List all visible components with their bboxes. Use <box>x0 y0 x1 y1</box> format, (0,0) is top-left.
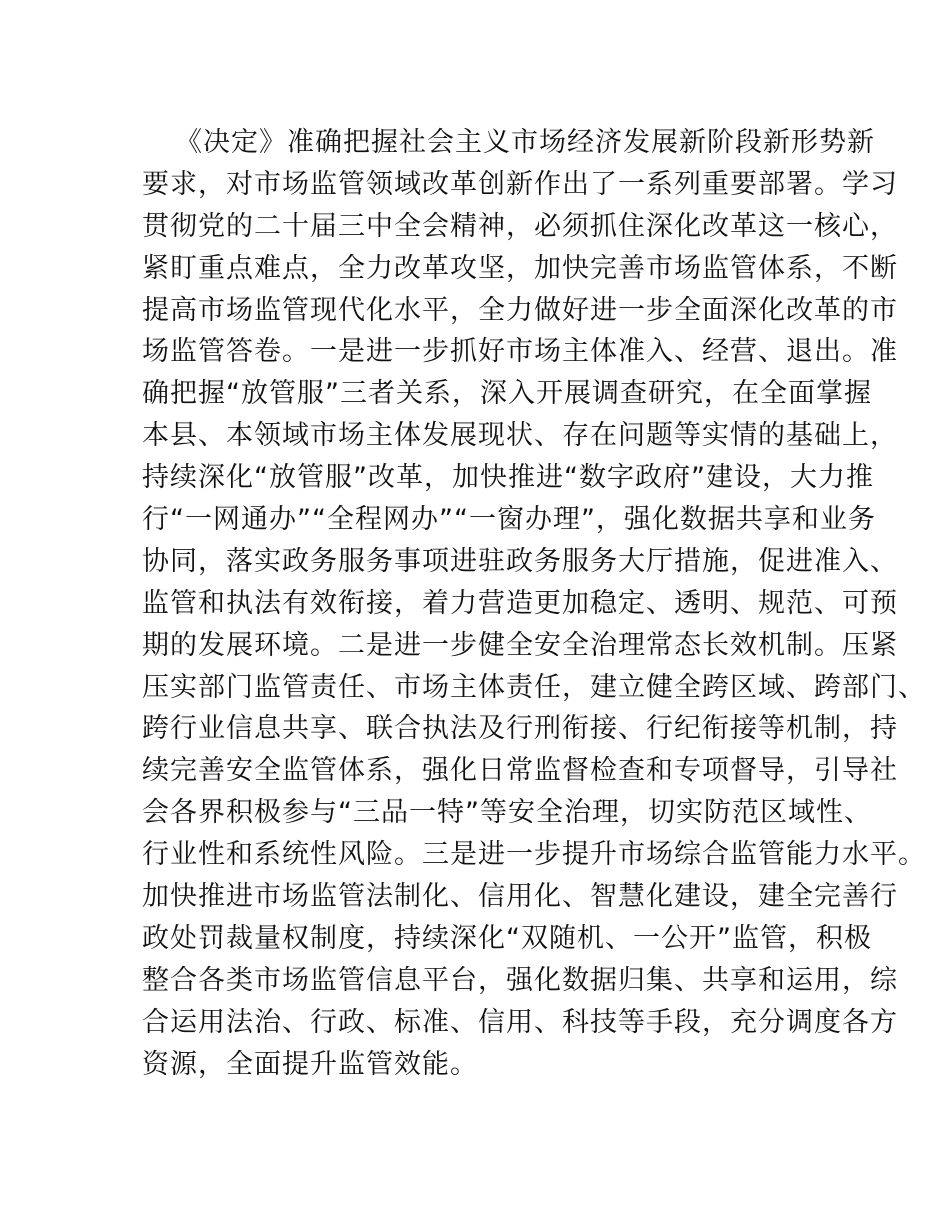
paragraph-line: 行业性和系统性风险。三是进一步提升市场综合监管能力水平。 <box>142 839 926 871</box>
paragraph-line: 场监管答卷。一是进一步抓好市场主体准入、经营、退出。准 <box>142 336 898 368</box>
paragraph-line: 加快推进市场监管法制化、信用化、智慧化建设，建全完善行 <box>142 881 898 913</box>
paragraph-line: 贯彻党的二十届三中全会精神，必须抓住深化改革这一核心， <box>142 210 898 242</box>
paragraph-line: 行“一网通办”“全程网办”“一窗办理”，强化数据共享和业务 <box>142 504 876 536</box>
paragraph-line: 持续深化“放管服”改革，加快推进“数字政府”建设，大力推 <box>142 462 874 494</box>
paragraph-line: 期的发展环境。二是进一步健全安全治理常态长效机制。压紧 <box>142 629 898 661</box>
paragraph-line: 资源，全面提升监管效能。 <box>142 1048 478 1080</box>
body-paragraph <box>142 122 926 1085</box>
paragraph-line: 整合各类市场监管信息平台，强化数据归集、共享和运用，综 <box>142 964 898 996</box>
paragraph-line: 监管和执法有效衔接，着力营造更加稳定、透明、规范、可预 <box>142 587 898 619</box>
paragraph-line: 《决定》准确把握社会主义市场经济发展新阶段新形势新 <box>175 127 875 158</box>
paragraph-line: 紧盯重点难点，全力改革攻坚，加快完善市场监管体系，不断 <box>142 252 898 284</box>
paragraph-line: 续完善安全监管体系，强化日常监督检查和专项督导，引导社 <box>142 755 898 787</box>
paragraph-line: 跨行业信息共享、联合执法及行刑衔接、行纪衔接等机制，持 <box>142 713 898 745</box>
paragraph-line: 确把握“放管服”三者关系，深入开展调查研究，在全面掌握 <box>142 378 872 410</box>
paragraph-line: 本县、本领域市场主体发展现状、存在问题等实情的基础上， <box>142 420 898 452</box>
paragraph-line: 协同，落实政务服务事项进驻政务服务大厅措施，促进准入、 <box>142 545 898 577</box>
paragraph-line: 提高市场监管现代化水平，全力做好进一步全面深化改革的市 <box>142 294 898 326</box>
paragraph-line: 政处罚裁量权制度，持续深化“双随机、一公开”监管，积极 <box>142 922 872 954</box>
paragraph-line: 合运用法治、行政、标准、信用、科技等手段，充分调度各方 <box>142 1006 898 1038</box>
paragraph-line: 要求，对市场监管领域改革创新作出了一系列重要部署。学习 <box>142 168 898 200</box>
paragraph-line: 压实部门监管责任、市场主体责任，建立健全跨区域、跨部门、 <box>142 671 926 703</box>
paragraph-line: 会各界积极参与“三品一特”等安全治理，切实防范区域性、 <box>142 797 872 829</box>
